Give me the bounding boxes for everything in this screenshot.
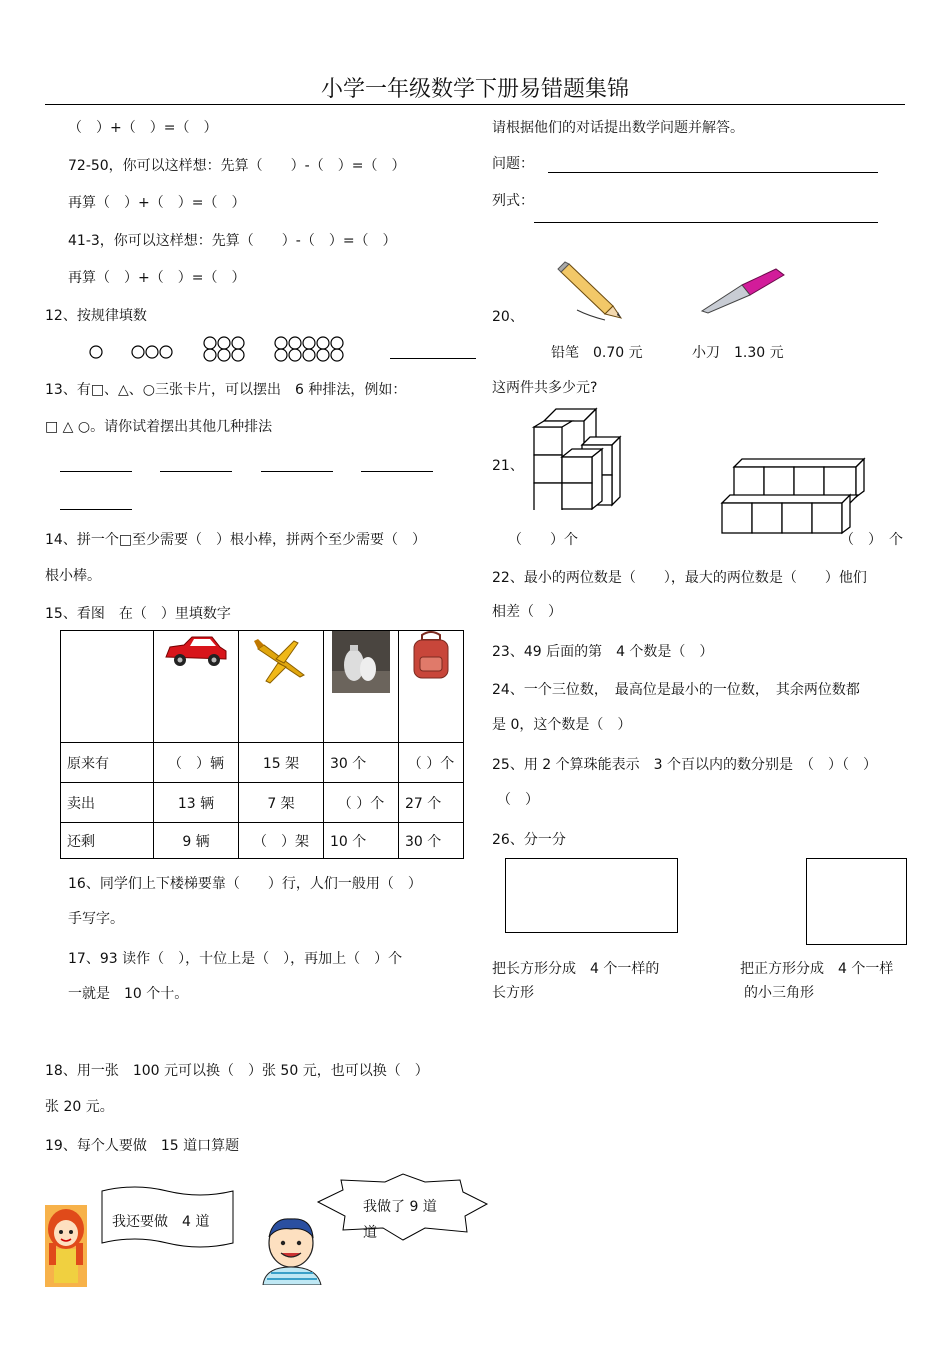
vase-photo-icon [332,631,390,693]
cell-original-vase: 30 个 [324,743,399,783]
title-divider [45,104,905,105]
girl-illustration [45,1205,87,1287]
question-22: 22、最小的两位数是（ ），最大的两位数是（ ）他们 [492,570,867,586]
row-label-sold: 卖出 [61,783,154,823]
q15-table [60,630,464,859]
cell-left-bag: 30 个 [399,823,464,859]
question-17: 17、93 读作（ ），十位上是（ ），再加上（ ）个 [68,951,403,967]
bubble-2-text-cont: 道 [363,1225,377,1241]
question-15: 15、看图 在（ ）里填数字 [45,606,231,622]
dialogue-instruction: 请根据他们的对话提出数学问题并解答。 [492,120,744,136]
question-23: 23、49 后面的第 4 个数是（ ） [492,644,714,660]
question-18: 18、用一张 100 元可以换（ ）张 50 元，也可以换（ ） [45,1063,429,1079]
question-24-cont: 是 0，这个数是（ ） [492,717,632,733]
question-14: 14、拼一个□至少需要（ ）根小棒，拼两个至少需要（ ） [45,532,427,548]
square-instruction: 把正方形分成 4 个一样 [740,961,894,977]
rectangle-instruction-cont: 长方形 [492,985,534,1001]
knife-icon [698,265,788,317]
cell-left-plane: （ ）架 [239,823,324,859]
count-answer-1: （ ）个 [508,532,578,548]
question-13-example: □ △ ○。请你试着摆出其他几种排法 [45,419,273,435]
line-then-add-1: 再算（ ）+（ ）=（ ） [68,195,246,211]
rectangle-to-divide[interactable] [505,858,678,933]
answer-line-13-2[interactable] [160,471,232,472]
question-16-cont: 手写字。 [68,911,124,927]
knife-price: 小刀 1.30 元 [692,345,784,361]
cell-sold-plane: 7 架 [239,783,324,823]
pencil-price: 铅笔 0.70 元 [551,345,643,361]
row-label-original: 原来有 [61,743,154,783]
line-then-add-2: 再算（ ）+（ ）=（ ） [68,270,246,286]
answer-line-13-5[interactable] [60,509,132,510]
cell-left-car: 9 辆 [154,823,239,859]
question-25: 25、用 2 个算珠能表示 3 个百以内的数分别是 （ ）（ ） [492,757,877,773]
cell-original-car: （ ）辆 [154,743,239,783]
rectangle-instruction: 把长方形分成 4 个一样的 [492,961,660,977]
pencil-icon [555,260,630,322]
cell-sold-bag: 27 个 [399,783,464,823]
question-14-cont: 根小棒。 [45,568,101,584]
cell-sold-car: 13 辆 [154,783,239,823]
plane-cell [239,631,324,743]
count-answer-2: （ ） 个 [840,532,903,548]
vase-cell [324,631,399,743]
row-label-left: 还剩 [61,823,154,859]
cube-stack-2 [718,455,868,537]
cell-original-bag: （ ）个 [399,743,464,783]
backpack-cell [399,631,464,743]
question-18-cont: 张 20 元。 [45,1099,114,1115]
line-72-50: 72-50，你可以这样想：先算（ ）-（ ）=（ ） [68,158,406,174]
question-label: 问题： [492,156,534,172]
question-answer-line[interactable] [548,172,878,173]
page-title: 小学一年级数学下册易错题集锦 [320,77,629,102]
square-instruction-cont: 的小三角形 [744,985,814,1001]
answer-line-13-1[interactable] [60,471,132,472]
answer-line-13-3[interactable] [261,471,333,472]
question-24: 24、一个三位数， 最高位是最小的一位数， 其余两位数都 [492,682,860,698]
question-16: 16、同学们上下楼梯要靠（ ）行，人们一般用（ ） [68,876,422,892]
line-fill-blanks-1: （ ）+（ ）=（ ） [68,120,218,136]
formula-answer-line[interactable] [534,222,878,223]
question-17-cont: 一就是 10 个十。 [68,986,189,1002]
bubble-2-text: 我做了 9 道 [363,1199,437,1215]
question-25-cont: （ ） [497,792,539,808]
bubble-1-text: 我还要做 4 道 [112,1214,210,1230]
question-19: 19、每个人要做 15 道口算题 [45,1138,240,1154]
question-20-ask: 这两件共多少元? [492,380,598,396]
question-20: 20、 [492,309,524,325]
car-cell [154,631,239,743]
airplane-icon [250,631,312,689]
answer-line-12[interactable] [390,358,476,359]
cube-stack-1 [530,405,625,510]
formula-label: 列式： [492,193,534,209]
answer-line-13-4[interactable] [361,471,433,472]
square-to-divide[interactable] [806,858,907,945]
question-13: 13、有□、△、○三张卡片，可以摆出 6 种排法，例如： [45,382,407,398]
backpack-icon [408,631,454,681]
question-21: 21、 [492,458,524,474]
cell-left-vase: 10 个 [324,823,399,859]
cell-original-plane: 15 架 [239,743,324,783]
cell-sold-vase: （ ）个 [324,783,399,823]
question-22-cont: 相差（ ） [492,604,562,620]
question-12: 12、按规律填数 [45,308,147,324]
car-icon [162,631,230,671]
circle-pattern [85,332,355,362]
line-41-3: 41-3，你可以这样想：先算（ ）-（ ）=（ ） [68,233,397,249]
table-header-empty [61,631,154,743]
question-26: 26、分一分 [492,832,566,848]
